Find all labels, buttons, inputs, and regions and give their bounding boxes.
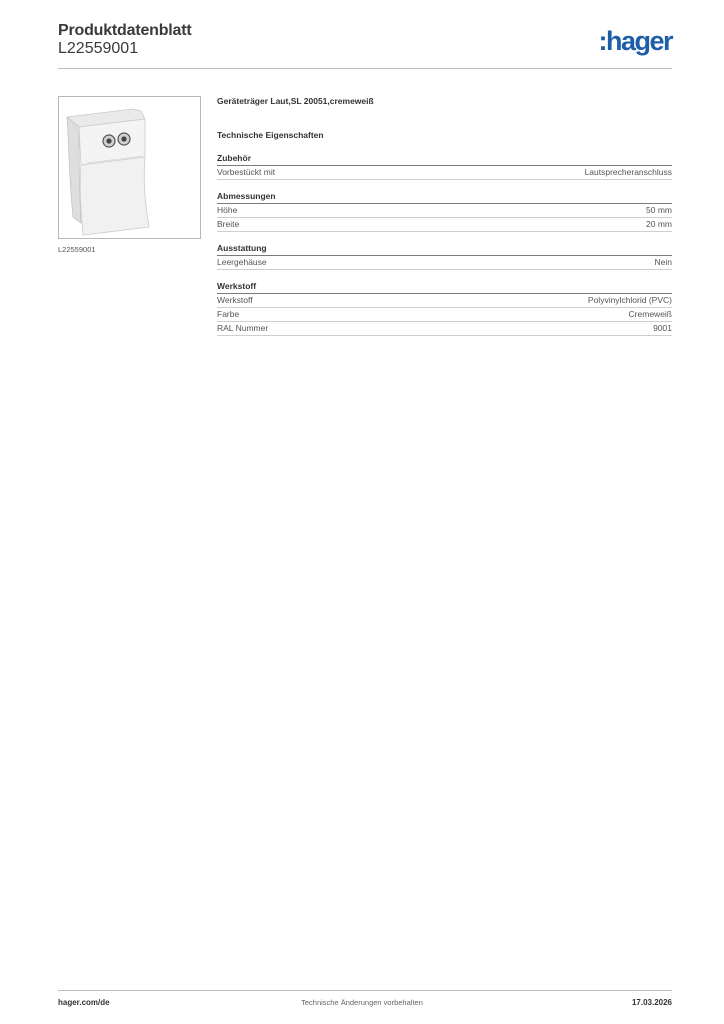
spec-row <box>217 256 672 270</box>
image-caption: L22559001 <box>58 245 96 254</box>
spec-value: 20 mm <box>646 219 672 229</box>
spec-row <box>217 204 672 218</box>
spec-label: Vorbestückt mit <box>217 167 276 177</box>
spec-value: 50 mm <box>646 205 672 215</box>
spec-row <box>217 166 672 180</box>
spec-label: Leergehäuse <box>217 257 267 267</box>
footer-date: 17.03.2026 <box>631 998 672 1007</box>
spec-row <box>217 322 672 336</box>
product-illustration <box>59 97 200 238</box>
document-title: Produktdatenblatt <box>58 22 192 39</box>
footer-website[interactable]: hager.com/de <box>58 998 110 1007</box>
spec-label: Farbe <box>217 309 240 319</box>
page-header <box>58 20 672 70</box>
product-name: Geräteträger Laut,SL 20051,cremeweiß <box>217 96 374 106</box>
group-title-zubehoer: Zubehör <box>217 152 672 166</box>
spec-row <box>217 294 672 308</box>
spec-label: Höhe <box>217 205 238 215</box>
spec-label: Werkstoff <box>217 295 253 305</box>
spec-row <box>217 218 672 232</box>
spec-value: Cremeweiß <box>628 309 672 319</box>
spec-row <box>217 308 672 322</box>
product-image <box>58 96 201 239</box>
group-title-abmessungen: Abmessungen <box>217 190 672 204</box>
document-number: L22559001 <box>58 40 139 57</box>
footer-disclaimer: Technische Änderungen vorbehalten <box>301 998 423 1007</box>
header-divider <box>58 68 672 69</box>
group-title-werkstoff: Werkstoff <box>217 280 672 294</box>
spec-value: Polyvinylchlorid (PVC) <box>587 295 672 305</box>
product-details <box>217 96 672 336</box>
group-title-ausstattung: Ausstattung <box>217 242 672 256</box>
spec-value: Nein <box>654 257 672 267</box>
spec-value: 9001 <box>653 323 672 333</box>
footer-divider <box>58 990 672 991</box>
spec-value: Lautsprecheranschluss <box>584 167 672 177</box>
spec-label: Breite <box>217 219 240 229</box>
section-title: Technische Eigenschaften <box>217 130 324 140</box>
spec-label: RAL Nummer <box>217 323 269 333</box>
hager-logo: :hager <box>598 26 672 56</box>
